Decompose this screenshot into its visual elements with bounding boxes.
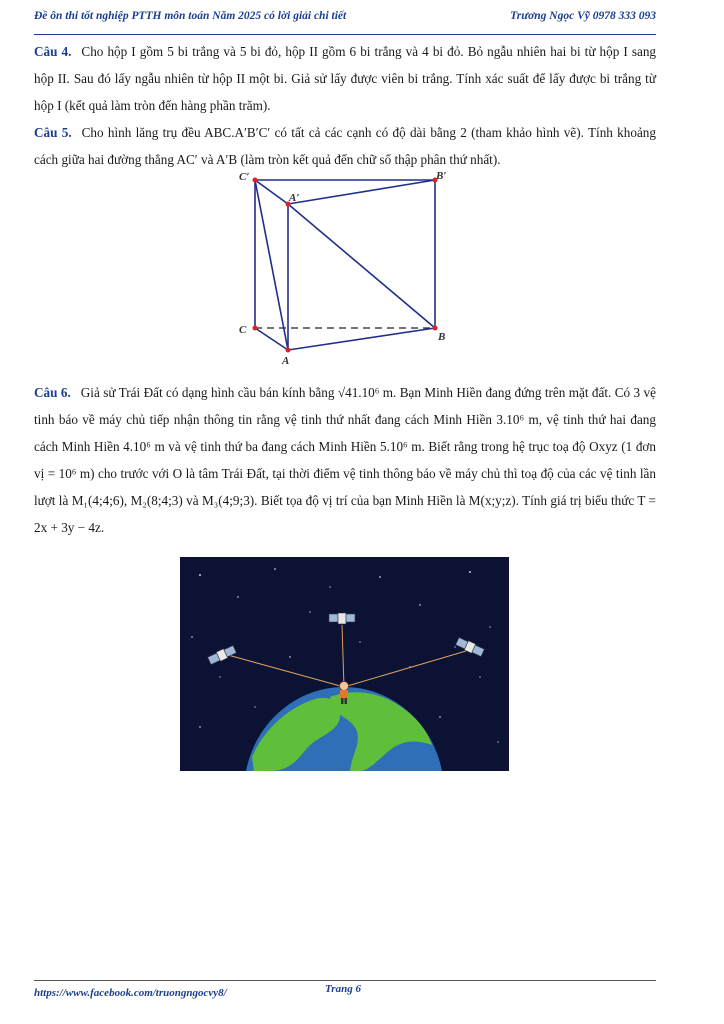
vertex-c [253,326,258,331]
vertex-c-prime [253,178,258,183]
question-6-text: Giả sử Trái Đất có dạng hình cầu bán kính bằng √41.10⁶ m. Bạn Minh Hiền đang đứng trên mặt đất. Có 3 vệ tinh báo về máy chủ tiếp nhận thông tin rằng vệ tinh thứ nhất đang cách Minh Hiền 3.10⁶ m, vệ tinh thứ hai đang cách Minh Hiền 4.10⁶ m và vệ tinh thứ ba đang cách Minh Hiền 5.10⁶ m. Biết rằng trong hệ trục toạ độ Oxyz (1 đơn vị = 10⁶ m) cho trước với O là tâm Trái Đất, tại thời điểm vệ tinh thông báo về máy chủ thì toạ độ của các vệ tinh lần lượt là M₁(4;4;6), M₂(8;4;3) và M₃(4;9;3). Biết tọa độ vị trí của bạn Minh Hiền là M(x;y;z). Tính giá trị biểu thức T = 2x + 3y − 4z. [34,385,657,535]
label-c: C [239,324,247,336]
edge-ca-prime [255,180,288,204]
header-author: Trương Ngọc Vỹ 0978 333 093 [510,10,656,22]
page-footer [34,980,656,1005]
vertex-a [286,348,291,353]
footer-link[interactable]: https://www.facebook.com/truongngocvy8/ [34,987,227,999]
question-4 [34,38,656,119]
label-b: B [438,331,446,343]
earth-svg [180,557,509,771]
earth-satellite-figure [180,557,509,771]
label-c-prime: C′ [239,171,250,183]
diagonal-a-prime-b [288,204,435,328]
edge-ab [288,328,435,350]
label-a: A [282,355,290,366]
edge-ab-prime [288,180,435,204]
question-5 [34,119,656,173]
page-header [34,4,656,35]
vertex-b [433,326,438,331]
diagonal-ac-prime [255,180,288,350]
header-title: Đề ôn thi tốt nghiệp PTTH môn toán Năm 2025 có lời giải chi tiết [34,10,347,22]
question-6-label: Câu 6. [34,385,71,400]
question-4-text: Cho hộp I gồm 5 bi trắng và 5 bi đỏ, hộp II gồm 6 bi trắng và 4 bi đỏ. Bỏ ngẫu nhiên hai bi từ hộp I sang hộp II. Sau đó lấy ngẫu nhiên từ hộp II một bi. Giả sử lấy được viên bi trắng. Tính xác suất để lấy được bi trắng từ hộp I (kết quả làm tròn đến hàng phần trăm). [34,44,657,113]
label-a-prime: A′ [289,192,300,204]
page-number: Trang 6 [325,983,361,995]
prism-figure [225,168,465,366]
prism-svg [225,168,465,366]
question-5-label: Câu 5. [34,125,72,140]
label-b-prime: B′ [436,170,447,182]
question-4-label: Câu 4. [34,44,72,59]
question-6 [34,379,656,541]
edge-ca [255,328,288,350]
question-5-text: Cho hình lăng trụ đều ABC.A′B′C′ có tất cả các cạnh có độ dài bằng 2 (tham khảo hình vẽ). Tính khoảng cách giữa hai đường thẳng AC′ và A′B (làm tròn kết quả đến chữ số thập phân thứ nhất). [34,125,656,167]
